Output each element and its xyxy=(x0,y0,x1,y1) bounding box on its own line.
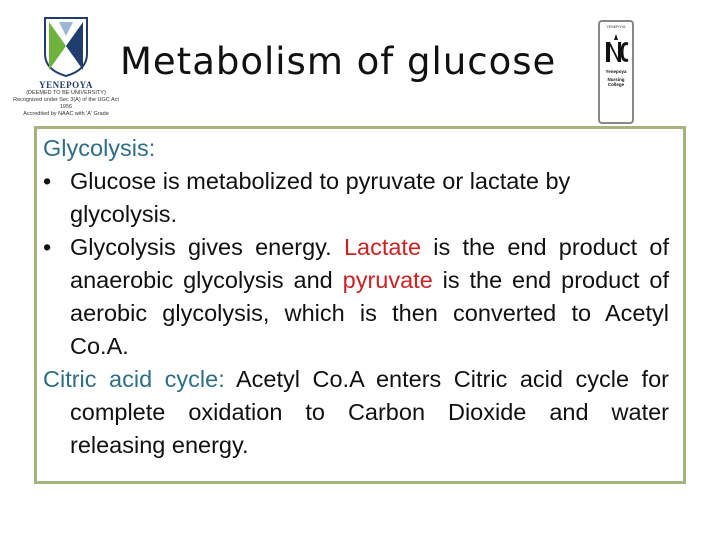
pyruvate-highlight: pyruvate xyxy=(342,267,433,293)
bullet-2-text-a: Glycolysis gives energy. xyxy=(70,234,344,260)
citric-acid-paragraph xyxy=(43,363,669,462)
college-logo-name2: Nursing College xyxy=(607,77,625,87)
college-logo-name1: Yenepoya xyxy=(605,69,627,74)
slide-content xyxy=(43,132,669,462)
college-logo-top: YENEPOYA xyxy=(606,25,626,29)
university-logo-name: YENEPOYA xyxy=(39,80,93,90)
university-logo-sub2: Recognized under Sec 3(A) of the UGC Act 1956 xyxy=(13,97,119,110)
citric-acid-text: Acetyl Co.A enters Citric acid cycle for complete oxidation to Carbon Dioxide and water releasing energy. xyxy=(70,366,669,458)
bullet-item-2 xyxy=(43,231,669,363)
university-logo-sub3: Accredited by NAAC with 'A' Grade xyxy=(23,111,109,117)
bullet-icon: • xyxy=(43,234,52,260)
lactate-highlight: Lactate xyxy=(343,234,422,260)
glycolysis-heading: Glycolysis: xyxy=(43,135,156,161)
slide-title: Metabolism of glucose xyxy=(120,40,557,83)
bullet-2-text-c: is the end product of aerobic glycolysis, which is then converted to Acetyl Co.A. xyxy=(70,267,669,359)
college-logo xyxy=(598,20,634,124)
bullet-icon: • xyxy=(43,168,52,194)
bullet-item-1 xyxy=(43,165,669,231)
bullet-2-text-b: is the end product of anaerobic glycolysis and xyxy=(70,234,669,293)
bullet-1-text: Glucose is metabolized to pyruvate or lactate by glycolysis. xyxy=(70,168,571,227)
university-logo xyxy=(12,16,120,128)
citric-acid-heading: Citric acid cycle: xyxy=(43,366,225,392)
nc-monogram-icon xyxy=(603,32,629,66)
shield-logo-icon xyxy=(41,16,91,78)
university-logo-sub1: (DEEMED TO BE UNIVERSITY) xyxy=(26,90,106,96)
